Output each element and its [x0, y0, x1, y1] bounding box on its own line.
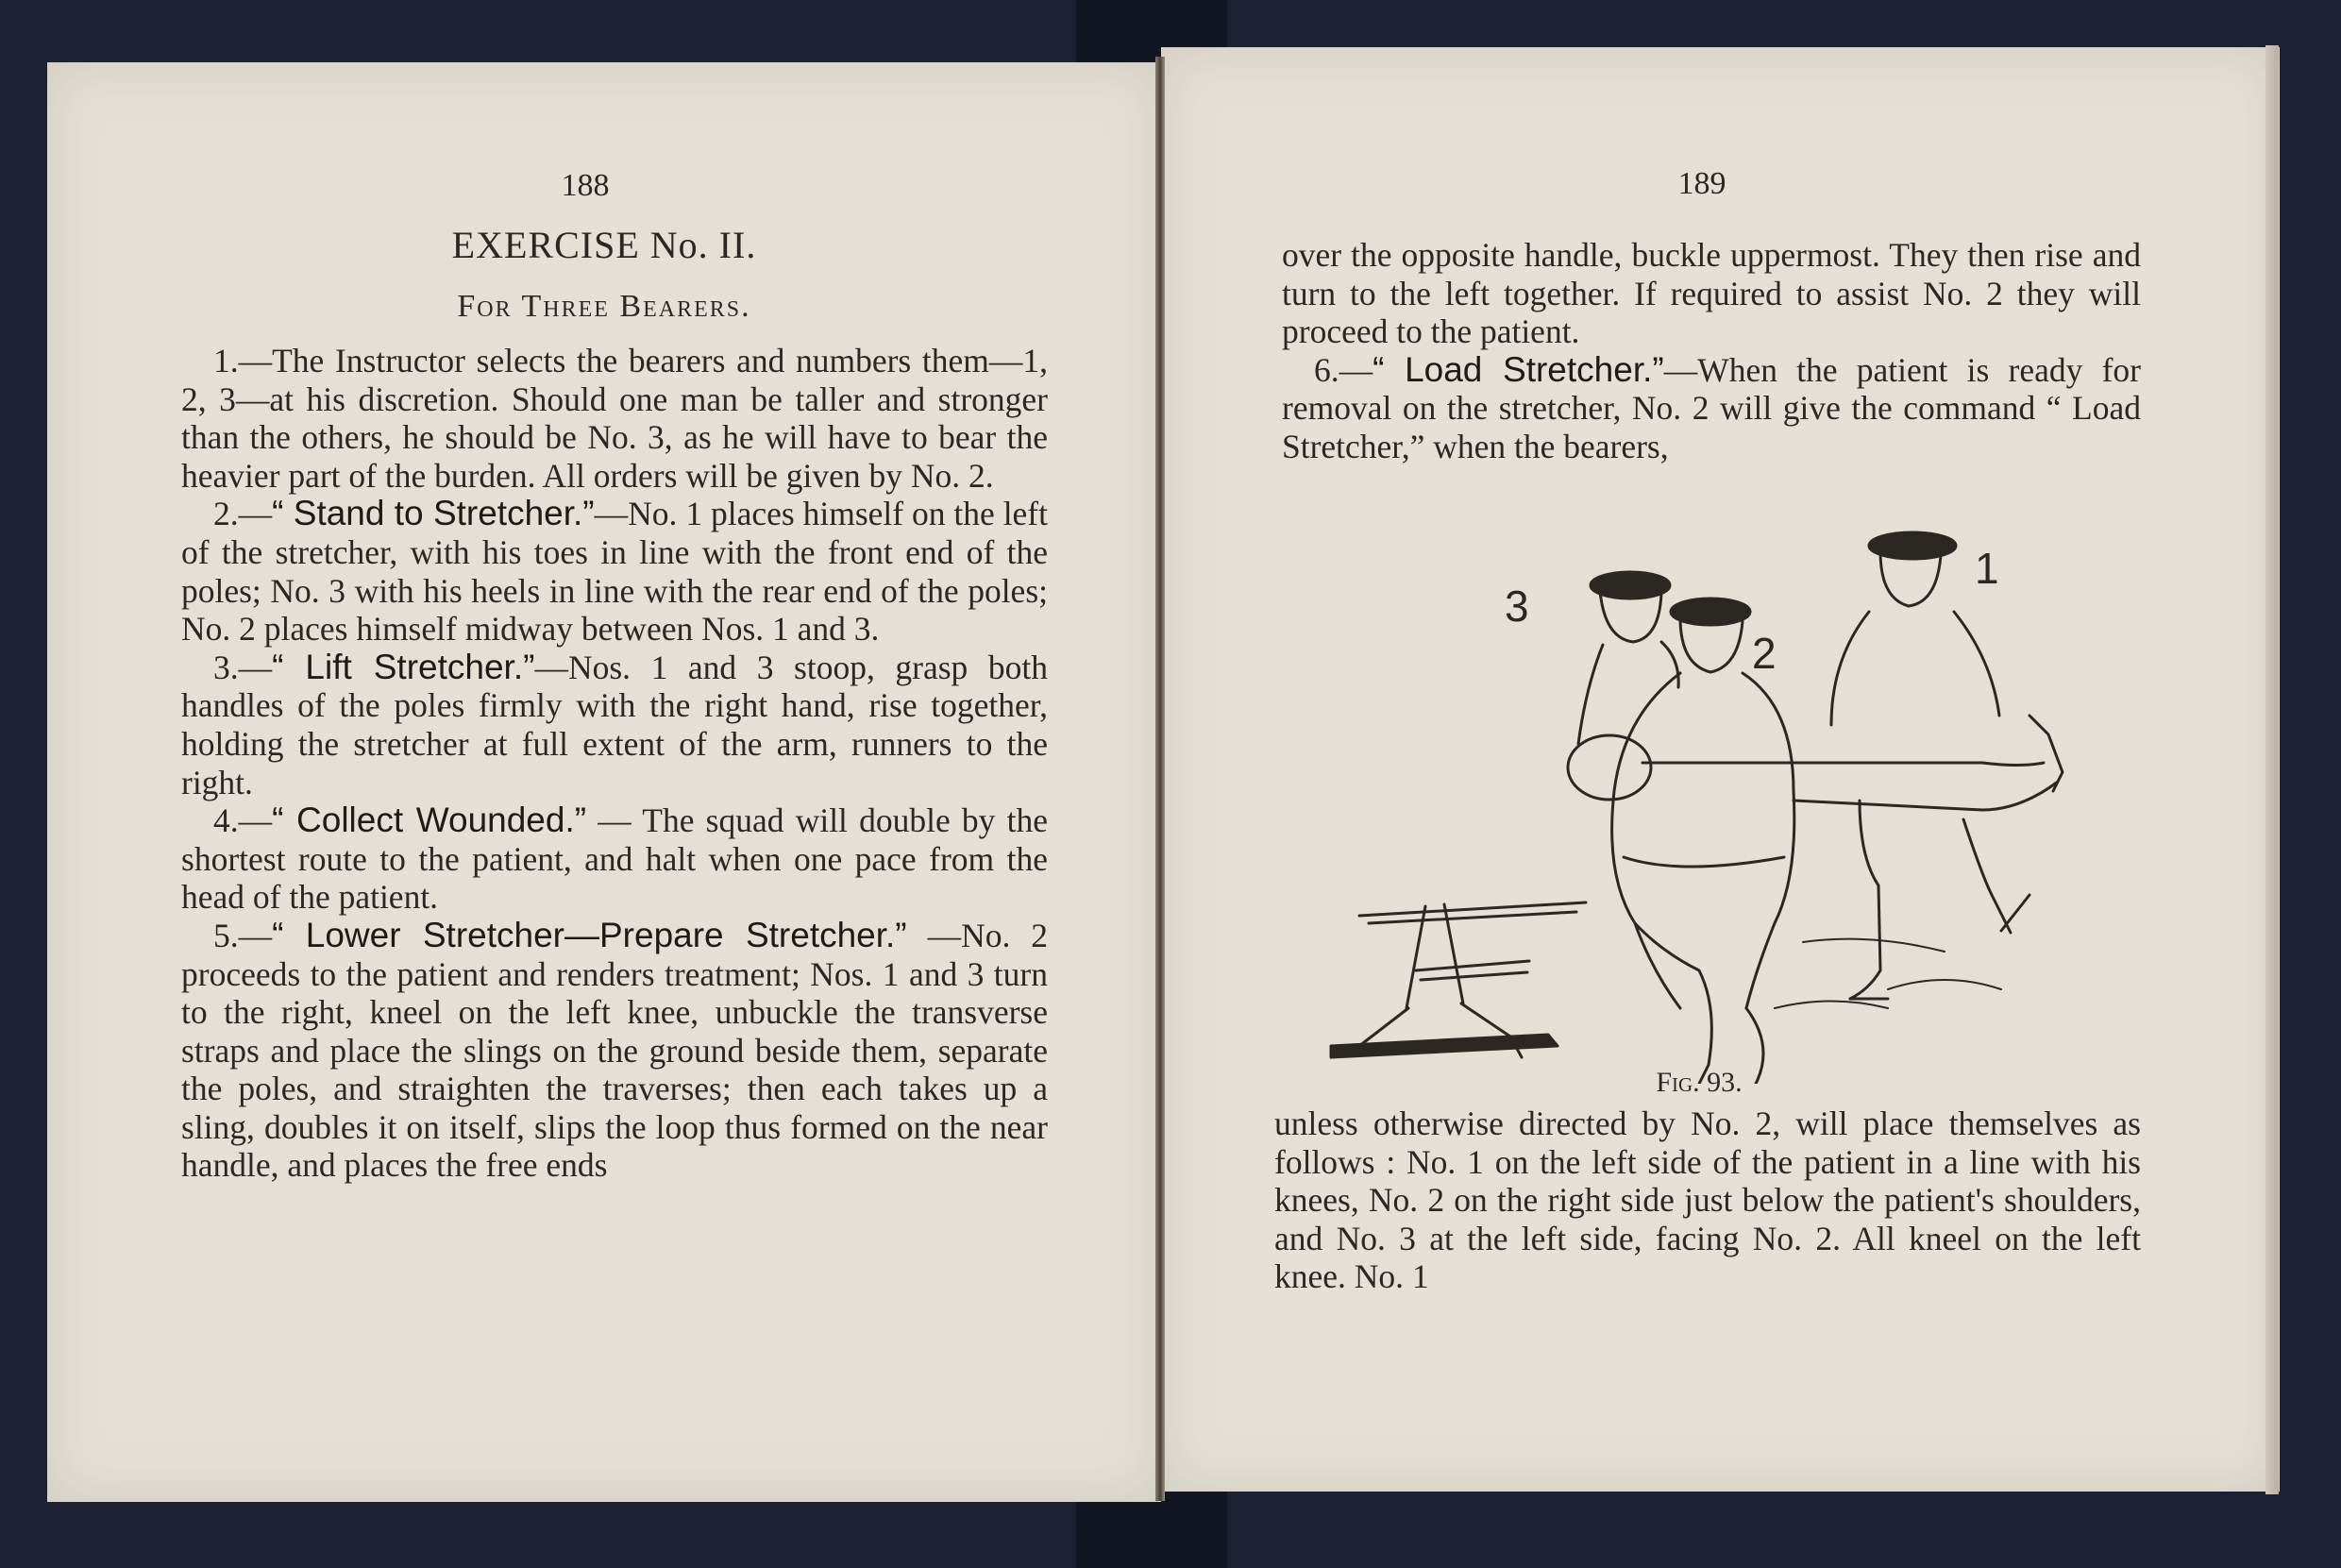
command-heading: “ Stand to Stretcher.”	[272, 494, 595, 533]
page-number-right: 189	[1677, 166, 1726, 201]
figure-caption: Fig. 93.	[1656, 1067, 1743, 1098]
paragraph	[1282, 236, 2141, 351]
command-heading: “ Collect Wounded.”	[272, 801, 587, 840]
command-heading: “ Lift Stretcher.”	[272, 647, 535, 686]
paragraph-number: 1.—	[213, 342, 273, 379]
exercise-subtitle: For Three Bearers.	[457, 289, 751, 324]
left-page-body	[181, 342, 1048, 1185]
paragraph	[181, 649, 1048, 801]
paragraph-number: 5.—	[213, 916, 273, 954]
page-edge	[2265, 45, 2279, 1494]
paragraph	[181, 801, 1048, 917]
command-heading: “ Load Stretcher.”	[1373, 349, 1664, 389]
exercise-title: EXERCISE No. II.	[451, 224, 757, 266]
stretcher-bearers-illustration	[1303, 480, 2077, 1084]
command-heading: “ Lower Stretcher—Prepare Stretcher.”	[272, 915, 907, 954]
paragraph-text: —When the patient is ready for removal on the stretcher, No. 2 will give the command “ Load Stretcher,” when the bearers,	[1282, 350, 2141, 465]
paragraph-number: 2.—	[213, 495, 273, 533]
left-page	[47, 62, 1161, 1502]
paragraph-number: 3.—	[213, 648, 273, 686]
page-number-left: 188	[561, 168, 610, 203]
right-page-body-top	[1282, 236, 2141, 466]
paragraph-text: —Nos. 1 and 3 stoop, grasp both handles of the poles firmly with the right hand, rise together, holding the stretcher at full extent of the arm, runners to the right.	[181, 648, 1048, 801]
page-gutter	[1155, 57, 1165, 1501]
paragraph-number: 6.—	[1314, 350, 1373, 389]
right-page	[1161, 47, 2280, 1492]
paragraph	[1274, 1104, 2141, 1296]
paragraph-text: over the opposite handle, buckle uppermost. They then rise and turn to the left together. If required to assist No. 2 they will proceed to the patient.	[1282, 236, 2141, 351]
paragraph-text: —No. 1 places himself on the left of the stretcher, with his toes in line with the front end of the poles; No. 3 with his heels in line with the rear end of the poles; No. 2 places himself midway between Nos. 1 and 3.	[181, 495, 1048, 649]
paragraph-text: unless otherwise directed by No. 2, will place themselves as follows : No. 1 on the left side of the patient in a line with his knees, No. 2 on the right side just below the patient's shoulders, and No. 3 at the left side, facing No. 2. All kneel on the left knee. No. 1	[1274, 1104, 2141, 1296]
paragraph	[181, 917, 1048, 1185]
figure-label-3: 3	[1505, 582, 1529, 631]
paragraph-number: 4.—	[213, 801, 273, 840]
paragraph-text: —No. 2 proceeds to the patient and renders treatment; Nos. 1 and 3 turn to the right, kneel on the left knee, unbuckle the transverse straps and place the slings on the ground beside them, separate the poles, and straighten the traverses; then each takes up a sling, doubles it on itself, slips the loop thus formed on the near handle, and places the free ends	[181, 916, 1049, 1185]
paragraph	[181, 342, 1048, 495]
paragraph-text: — The squad will double by the shortest route to the patient, and halt when one pace from the head of the patient.	[181, 801, 1048, 917]
paragraph	[1282, 351, 2141, 466]
paragraph-text: The Instructor selects the bearers and numbers them—1, 2, 3—at his discretion. Should one man be taller and stronger than the others, he should be No. 3, as he will have to bear the heavier part of the burden. All orders will be given by No. 2.	[181, 342, 1048, 495]
right-page-body-bottom	[1274, 1104, 2141, 1296]
figure-label-1: 1	[1975, 544, 1999, 593]
paragraph	[181, 495, 1048, 648]
figure-label-2: 2	[1752, 629, 1777, 678]
